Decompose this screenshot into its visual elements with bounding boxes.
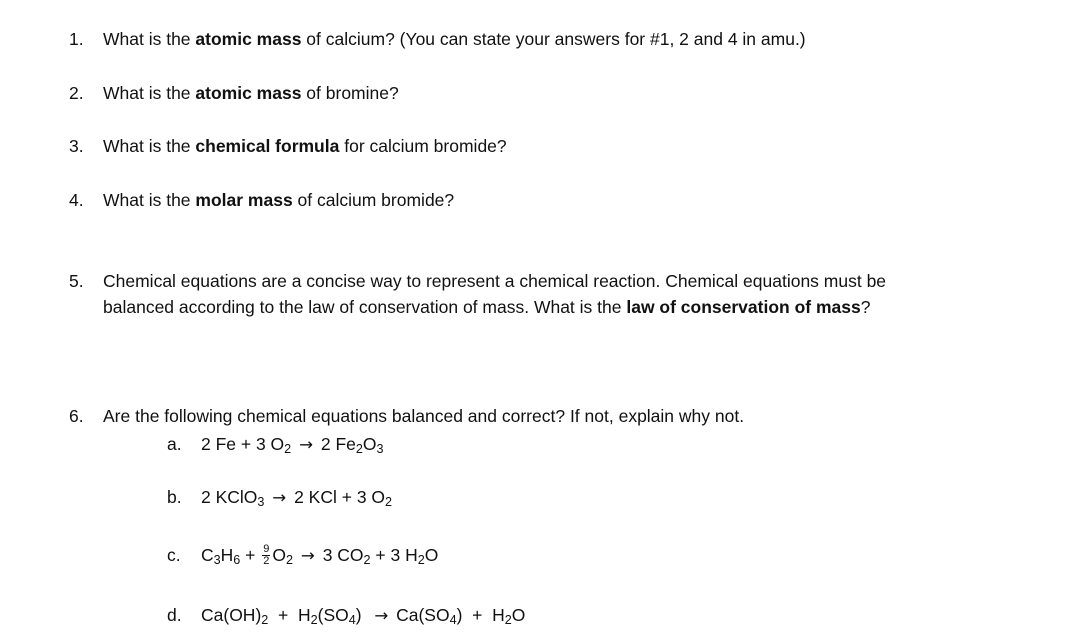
question-number: 1. (69, 29, 84, 49)
key-term: molar mass (195, 190, 293, 210)
equation-letter: b. (167, 487, 182, 507)
fraction (262, 544, 270, 567)
question-number: 6. (69, 406, 84, 426)
question-text: What is the atomic mass of bromine? (103, 83, 399, 103)
fraction-denominator: 2 (263, 554, 270, 567)
question-text: What is the atomic mass of calcium? (You can state your answers for #1, 2 and 4 in amu.) (103, 29, 806, 49)
key-term: chemical formula (195, 136, 340, 156)
equation-letter: d. (167, 605, 182, 625)
question-text: Are the following chemical equations balanced and correct? If not, explain why not. (103, 406, 745, 426)
question-number: 5. (69, 271, 84, 291)
reaction-arrow-icon: → (299, 435, 313, 454)
reaction-arrow-icon: → (272, 488, 287, 507)
question-number: 4. (69, 190, 84, 210)
reaction-arrow-icon: → (300, 546, 315, 565)
equation-letter: c. (167, 545, 181, 565)
question-line: balanced according to the law of conservation of mass. What is the law of conservation of mass? (103, 297, 871, 317)
question-line: Chemical equations are a concise way to represent a chemical reaction. Chemical equations must be (103, 271, 887, 291)
question-number: 3. (69, 136, 84, 156)
key-term: atomic mass (195, 83, 302, 103)
key-term: atomic mass (195, 29, 302, 49)
question-text (103, 268, 886, 320)
chemical-equation: 2 KClO$_3$ → 2 KCl + 3 $O_2$ (201, 487, 393, 510)
fraction-numerator: 9 (263, 542, 270, 555)
chemical-equation: $Ca(OH)_2 + H_2(SO_4) \to Ca(SO_4) + H_2O$ (201, 605, 526, 628)
equation-letter: a. (167, 434, 182, 454)
chemical-equation: 2 Fe + 3 $O_2 \to 2$ $Fe_2O_3$ (201, 434, 384, 457)
question-number: 2. (69, 83, 84, 103)
question-text: What is the molar mass of calcium bromide? (103, 190, 455, 210)
chemical-equation: $C_3H_6$ + $\frac{9}{2}$ $O_2 \to 3$ $CO_2 + 3$ $H_2O$ (201, 542, 439, 568)
question-text: What is the chemical formula for calcium bromide? (103, 136, 507, 156)
key-term: law of conservation of mass (626, 297, 861, 317)
reaction-arrow-icon: → (374, 606, 389, 625)
